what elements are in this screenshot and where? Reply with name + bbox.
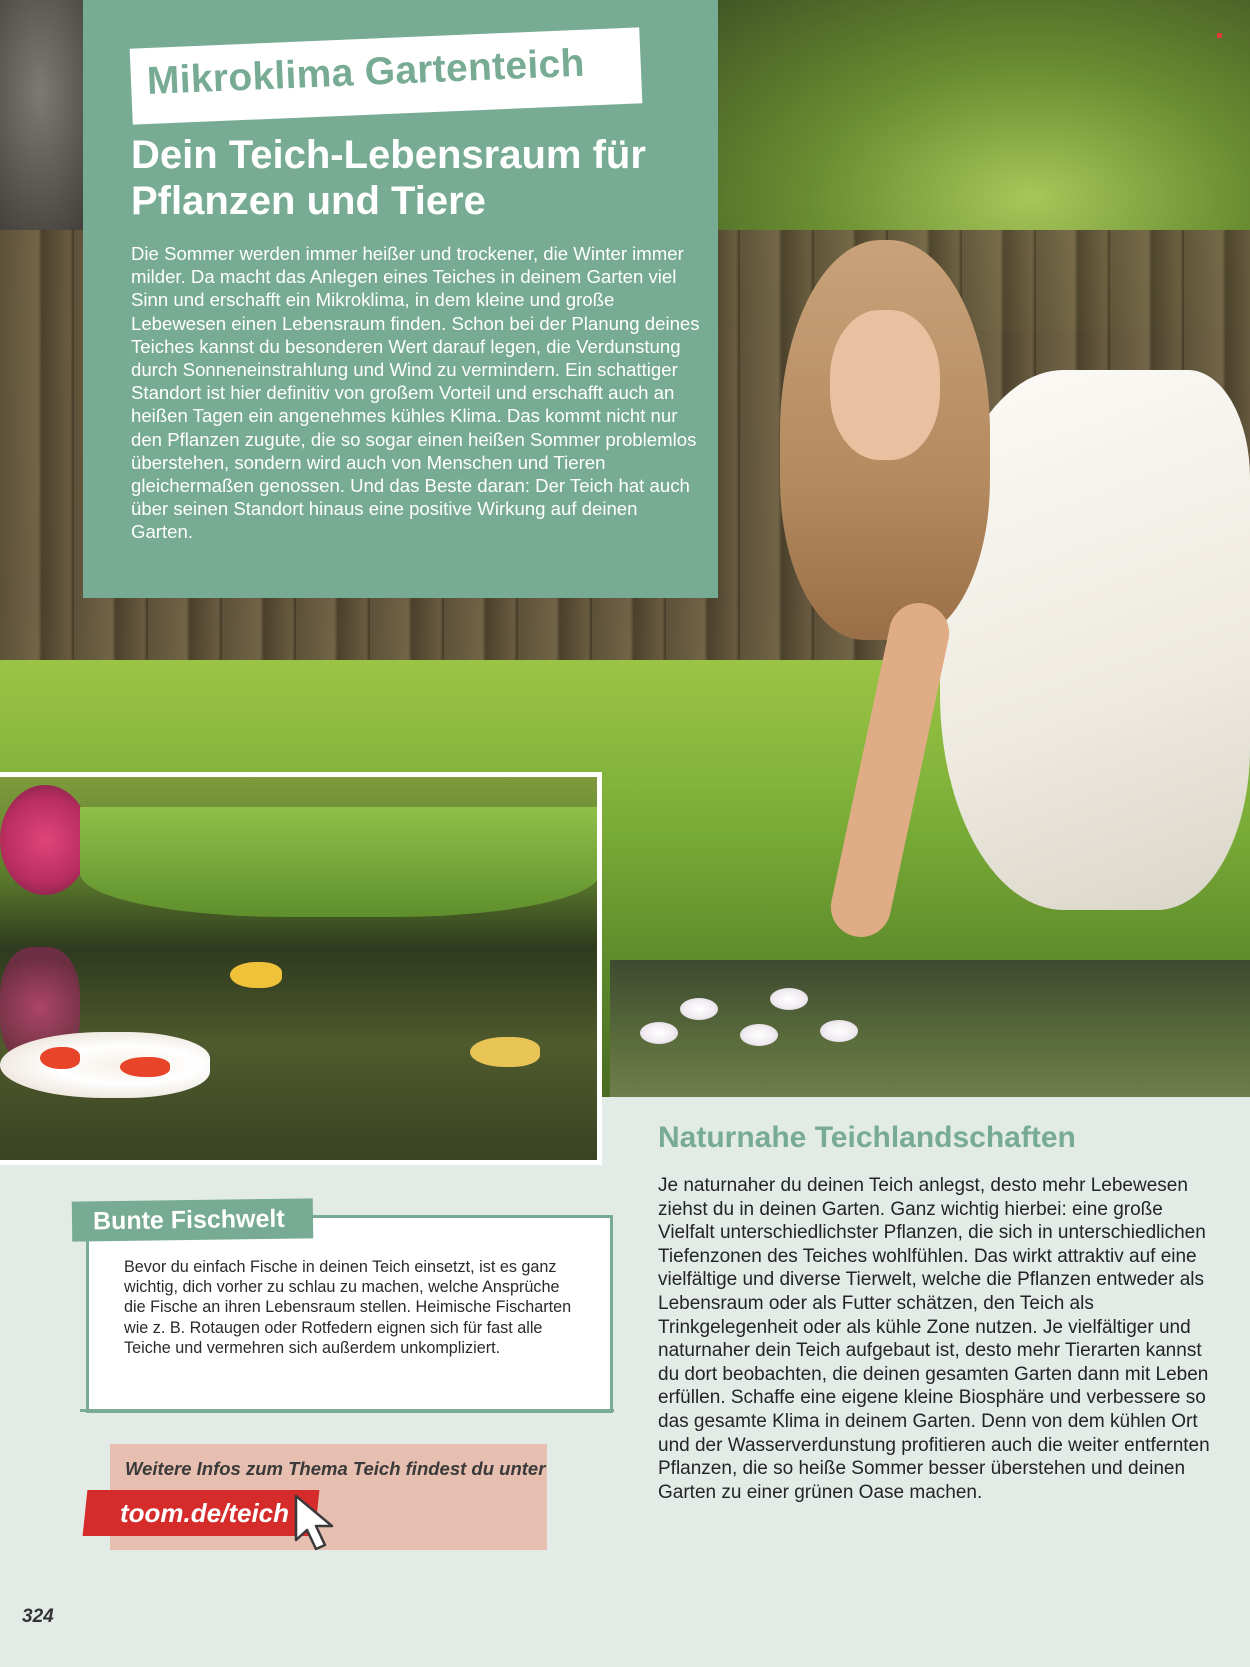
koi-fish [0,1032,210,1098]
koi-fish [470,1037,540,1067]
azalea-shrub [0,785,90,895]
section-text: Je naturnaher du deinen Teich anlegst, desto mehr Lebewesen ziehst du in deinen Garten. Ganz wichtig hierbei: eine große Vielfalt unterschiedlichster Pflanzen, die sich in unterschiedlichen Tiefenzonen des Teiches wohlfühlen. Das wirkt attraktiv auf eine vielfältige und diverse Tierwelt, welche die Pflanzen entweder als Lebensraum oder als Futter schätzen, den Teich als Trinkgelegenheit oder als kühle Zone nutzen. Je vielfältiger und naturnaher dein Teich aufgebaut ist, desto mehr Tierarten kannst du dort beobachten, die deinen gesamten Garten dann mit Leben erfüllen. Schaffe eine eigene kleine Biosphäre und verbessere so das gesamte Klima in deinem Garten. Denn von dem kühlen Ort und der Wasserverdunstung profitieren auch die weiter entfernten Pflanzen, die so heiße Sommer besser überstehen und deinen Garten zu einer grünen Oase machen. [658,1175,1210,1503]
face [830,310,940,460]
fish-box-bottom-rule [80,1409,614,1412]
water-lily [680,998,718,1020]
fish-box-title-tab [72,1198,313,1241]
water-lily [770,988,808,1010]
intro-text: Die Sommer werden immer heißer und trockener, die Winter immer milder. Da macht das Anlegen eines Teiches in deinem Garten viel Sinn und erschafft ein Mikroklima, in dem kleine und große Lebewesen einen Lebensraum finden. Schon bei der Planung deines Teiches kannst du besonderen Wert darauf legen, die Verdunstung durch Sonneneinstrahlung und Wind zu vermindern. Ein schattiger Standort ist hier definitiv von großem Vorteil und erschafft auch an heißen Tagen ein angenehmes kühles Klima. Das kommt nicht nur den Pflanzen zugute, die so sogar einen heißen Sommer problemlos überstehen, sondern wird auch von Menschen und Tieren gleichermaßen genossen. Und das Beste daran: Der Teich hat auch über seinen Standort hinaus eine positive Wirkung auf deinen Garten. [131,243,700,543]
fish-box-title: Bunte Fischwelt [92,1204,285,1236]
pond-water [610,960,1250,1097]
koi-spot [40,1047,80,1069]
teich-link[interactable]: toom.de/teich [120,1498,290,1528]
fish-box-text: Bevor du einfach Fische in deinen Teich einsetzt, ist es ganz wichtig, dich vorher zu schlau zu machen, welche Ansprüche die Fische an ihren Lebensraum stellen. Heimische Fischarten wie z. B. Rotaugen oder Rotfedern eignen sich für fast alle Teiche und vermehren sich außerdem unkompliziert. [124,1258,572,1357]
water-lily [740,1024,778,1046]
page-number: 324 [22,1606,54,1627]
koi-pond-photo [0,772,602,1165]
page-headline: Dein Teich-Lebensraum für Pflanzen und Tiere [131,133,646,223]
cursor-arrow-icon [292,1494,348,1552]
woman-figure [780,240,1250,960]
koi-fish [230,962,282,988]
section-title: Naturnahe Teichlandschaften [658,1121,1076,1154]
pond-bank [80,807,600,917]
info-text: Weitere Infos zum Thema Teich findest du unter [125,1458,546,1479]
koi-spot [120,1057,170,1077]
kicker-text: Mikroklima Gartenteich [146,41,586,103]
water-lily [820,1020,858,1042]
corner-mark [1217,33,1222,38]
water-lily [640,1022,678,1044]
arm [825,597,954,942]
